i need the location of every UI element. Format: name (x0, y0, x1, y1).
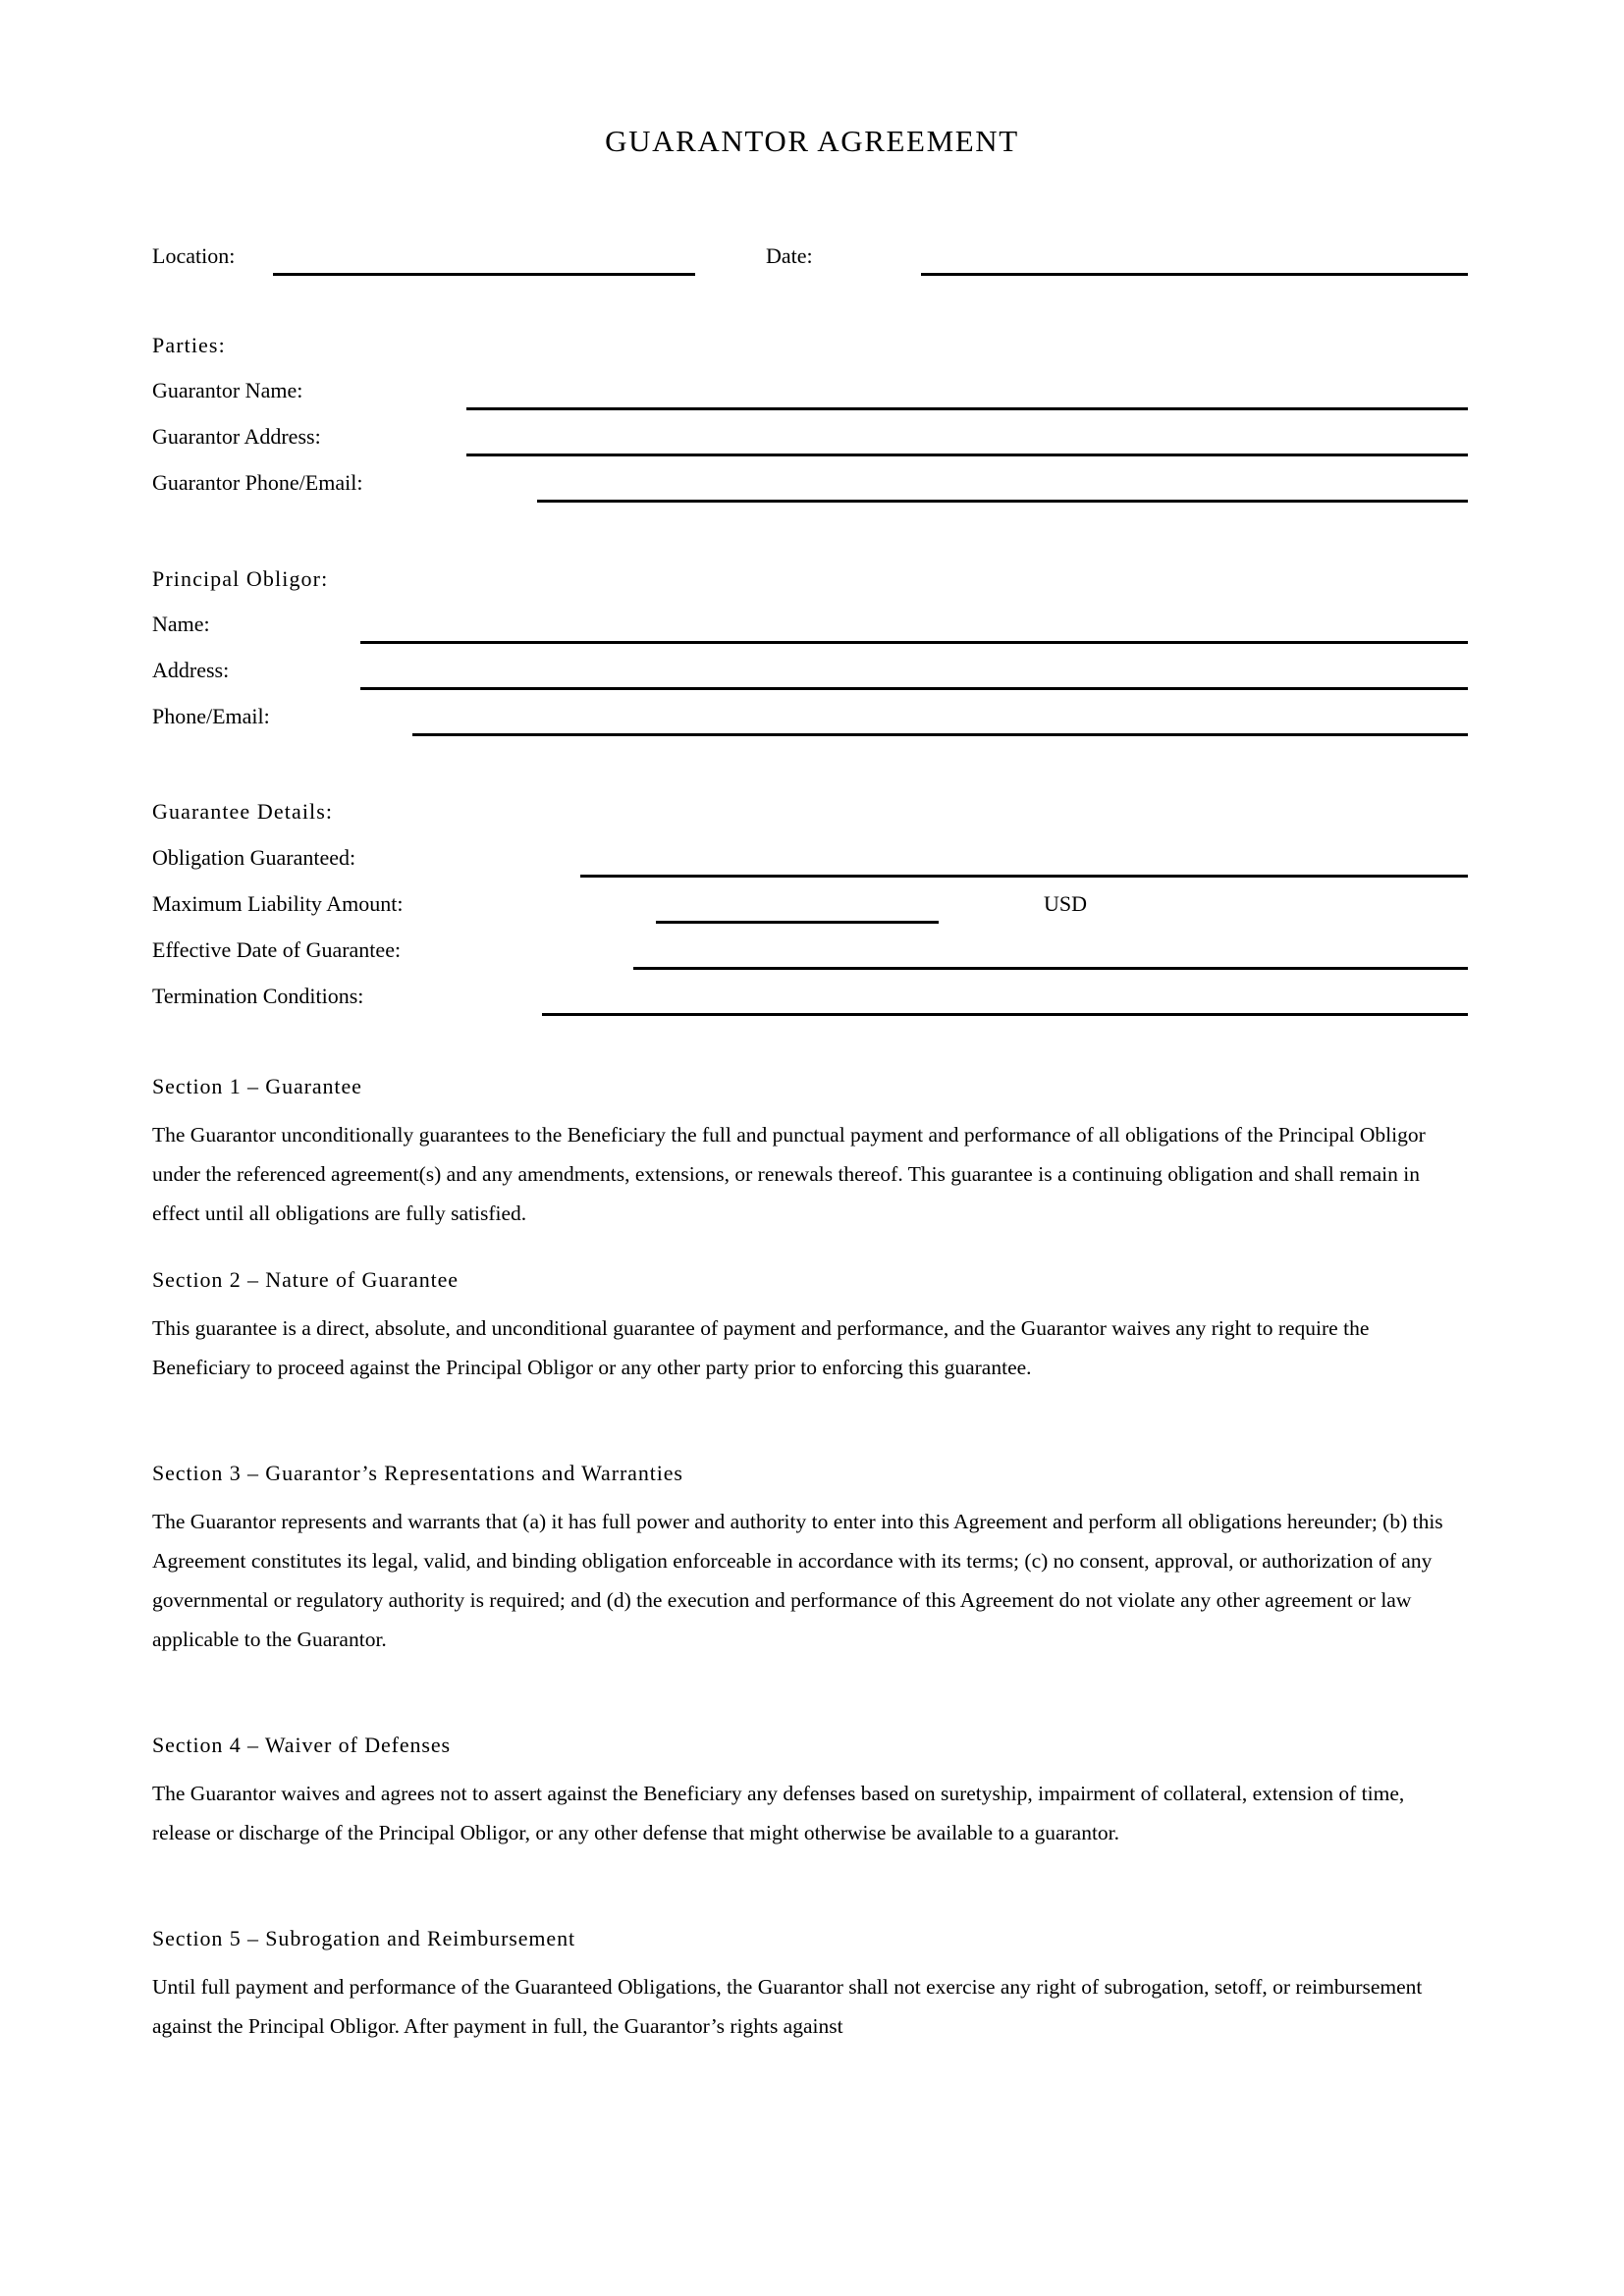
obligor-name-row (152, 610, 1468, 655)
obligor-name-label: Name: (152, 612, 210, 636)
location-date-row (152, 236, 1468, 281)
guarantor-phone-email-input-rule[interactable] (537, 500, 1468, 503)
date-input-rule[interactable] (921, 273, 1468, 276)
effective-date-label: Effective Date of Guarantee: (152, 937, 402, 962)
section-1 (152, 1072, 1468, 1233)
section-2 (152, 1265, 1468, 1387)
section-4-heading: Section 4 – Waiver of Defenses (152, 1733, 452, 1757)
section-2-heading: Section 2 – Nature of Guarantee (152, 1267, 459, 1292)
maximum-liability-input-rule[interactable] (656, 921, 939, 924)
obligation-guaranteed-label: Obligation Guaranteed: (152, 845, 356, 870)
principal-obligor-heading: Principal Obligor: (152, 566, 329, 591)
termination-conditions-row (152, 982, 1468, 1027)
location-input-rule[interactable] (273, 273, 695, 276)
obligor-phone-email-label: Phone/Email: (152, 704, 270, 728)
section-4-body: The Guarantor waives and agrees not to assert against the Beneficiary any defenses based on suretyship, impairment of collateral, extension of time, release or discharge of the Principal Obligor, or any other defense that might otherwise be available to a guarantor. (152, 1782, 1405, 1844)
obligor-contact-row (152, 702, 1468, 747)
guarantee-details-heading-row (152, 797, 1468, 842)
maximum-liability-label: Maximum Liability Amount: (152, 891, 404, 916)
date-label: Date: (766, 243, 813, 268)
section-5-heading: Section 5 – Subrogation and Reimbursement (152, 1926, 576, 1950)
termination-conditions-input-rule[interactable] (542, 1013, 1468, 1016)
guarantor-phone-email-label: Guarantor Phone/Email: (152, 470, 363, 495)
obligation-guaranteed-row (152, 843, 1468, 888)
termination-conditions-label: Termination Conditions: (152, 984, 364, 1008)
section-5 (152, 1924, 1468, 2046)
location-label: Location: (152, 243, 236, 268)
guarantee-details-heading: Guarantee Details: (152, 799, 334, 824)
effective-date-input-rule[interactable] (633, 967, 1468, 970)
section-3-heading: Section 3 – Guarantor’s Representations and Warranties (152, 1461, 683, 1485)
effective-date-row (152, 935, 1468, 981)
obligor-address-input-rule[interactable] (360, 687, 1468, 690)
obligor-phone-email-input-rule[interactable] (412, 733, 1468, 736)
parties-heading-row (152, 331, 1468, 376)
guarantor-address-label: Guarantor Address: (152, 424, 321, 449)
maximum-liability-row (152, 889, 1468, 934)
section-5-body: Until full payment and performance of the Guaranteed Obligations, the Guarantor shall not exercise any right of subrogation, setoff, or reimbursement against the Principal Obligor. After payment in full, the Guarantor’s rights against (152, 1975, 1423, 2038)
obligor-address-label: Address: (152, 658, 230, 682)
currency-unit-label: USD (1044, 891, 1088, 916)
section-1-heading: Section 1 – Guarantee (152, 1074, 362, 1098)
section-4 (152, 1731, 1468, 1852)
section-3 (152, 1459, 1468, 1659)
section-1-body: The Guarantor unconditionally guarantees to the Beneficiary the full and punctual payment and performance of all obligations of the Principal Obligor under the referenced agreement(s) and any amendments, extensions, or renewals thereof. This guarantee is a continuing obligation and shall remain in effect until all obligations are fully satisfied. (152, 1123, 1426, 1225)
section-3-body: The Guarantor represents and warrants that (a) it has full power and authority to enter into this Agreement and perform all obligations hereunder; (b) this Agreement constitutes its legal, valid, and binding obligation enforceable in accordance with its terms; (c) no consent, approval, or authorization of any governmental or regulatory authority is required; and (d) the execution and performance of this Agreement do not violate any other agreement or law applicable to the Guarantor. (152, 1510, 1443, 1651)
guarantor-name-label: Guarantor Name: (152, 378, 303, 402)
section-2-body: This guarantee is a direct, absolute, and unconditional guarantee of payment and performance, and the Guarantor waives any right to require the Beneficiary to proceed against the Principal Obligor or any other party prior to enforcing this guarantee. (152, 1316, 1370, 1379)
guarantor-contact-row (152, 468, 1468, 513)
obligor-address-row (152, 656, 1468, 701)
principal-obligor-heading-row (152, 564, 1468, 610)
obligor-name-input-rule[interactable] (360, 641, 1468, 644)
guarantor-address-row (152, 422, 1468, 467)
guarantor-name-row (152, 376, 1468, 421)
page-title: GUARANTOR AGREEMENT (605, 124, 1019, 158)
parties-heading: Parties: (152, 333, 226, 357)
guarantor-address-input-rule[interactable] (466, 454, 1468, 456)
obligation-guaranteed-input-rule[interactable] (580, 875, 1468, 878)
guarantor-name-input-rule[interactable] (466, 407, 1468, 410)
